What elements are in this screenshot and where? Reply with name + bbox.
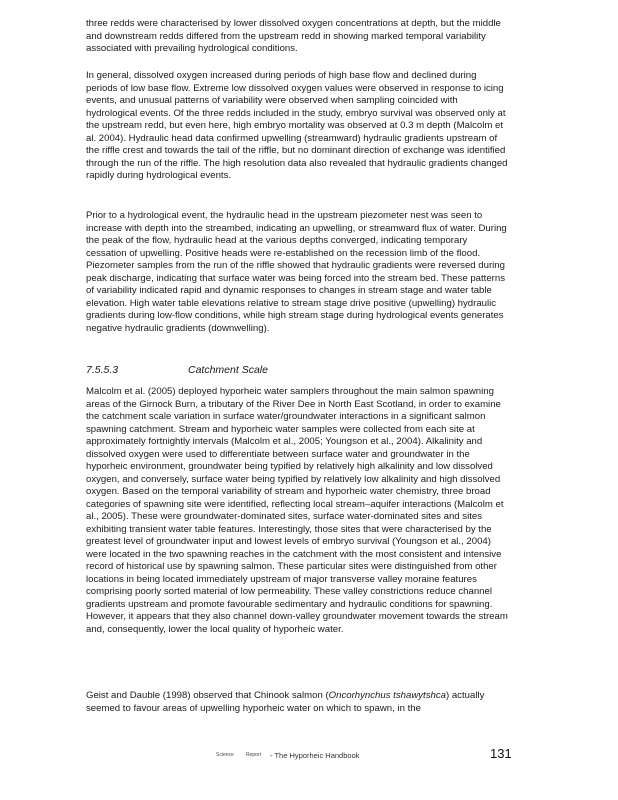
section-number: 7.5.5.3 xyxy=(86,364,119,376)
paragraph-chinook-salmon xyxy=(86,690,510,715)
footer-label-report: Report xyxy=(246,752,262,758)
paragraph-dissolved-oxygen: In general, dissolved oxygen increased during periods of high base flow and declined during periods of low base flow. Extreme low dissolved oxygen values were observed in response to icing events, and unusual patterns of variability were observed when sampling coincided with hydrological events. Of the three redds included in the study, embryo survival was observed only at the upstream redd, but even here, high embryo mortality was observed at 0.3 m depth (Malcolm et al. 2004). Hydraulic head data confirmed upwelling (streamward) hydraulic gradients upstream of the riffle crest and towards the tail of the riffle, but no dominant direction of exchange was identified through the run of the riffle. The high resolution data also revealed that hydraulic gradients changed rapidly during hydrological events. xyxy=(86,70,508,181)
paragraph-catchment-scale: Malcolm et al. (2005) deployed hyporheic water samplers throughout the main salmon spawning areas of the Girnock Burn, a tributary of the River Dee in North East Scotland, in order to examine the catchment scale variation in surface water/groundwater interactions in a significant salmon spawning catchment. Stream and hyporheic water samples were collected from each site at approximately fortnightly intervals (Malcolm et al., 2005; Youngson et al., 2004). Alkalinity and dissolved oxygen were used to differentiate between surface water and groundwater in the hyporheic environment, groundwater being typified by relatively high alkalinity and low dissolved oxygen, and conversely, surface water being typified by relatively low alkalinity and high dissolved oxygen. Based on the temporal variability of stream and hyporheic water chemistry, three broad categories of spawning site were identified, reflecting local stream–aquifer interactions (Malcolm et al., 2005). These were groundwater-dominated sites, surface water-dominated sites and sites exhibiting transient water table features. Interestingly, those sites that were characterised by the greatest level of groundwater input and lowest levels of embryo survival (Youngson et al., 2004) were located in the two spawning reaches in the catchment with the most consistent and intensive record of historical use by spawning salmon. These particular sites were distinguished from other locations in being located immediately upstream of major transverse valley moraine features comprising poorly sorted material of low permeability. These valley constrictions reduce channel gradients upstream and promote favourable sedimentary and hydraulic conditions for spawning. However, it appears that they also channel down-valley groundwater movement towards the stream and, consequently, lower the local quality of hyporheic water. xyxy=(86,386,508,635)
section-heading xyxy=(86,364,510,376)
footer-title: - The Hyporheic Handbook xyxy=(270,751,360,760)
page-footer xyxy=(0,748,618,764)
species-name: Oncorhynchus tshawytshca xyxy=(328,690,446,701)
paragraph-hydraulic-head: Prior to a hydrological event, the hydraulic head in the upstream piezometer nest was seen to increase with depth into the streambed, indicating an upwelling, or streamward flux of water. During the peak of the flow, hydraulic head at the various depths converged, indicating temporary cessation of upwelling. Positive heads were re-established on the recession limb of the flood. Piezometer samples from the run of the riffle showed that hydraulic gradients were reversed during peak discharge, indicating that surface water was being forced into the stream bed. These patterns of variability indicated rapid and dynamic responses to changes in stream stage and water table elevation. High water table elevations relative to stream stage drive positive (upwelling) hydraulic gradients during low-flow conditions, while high stream stage during hydrological events generates negative hydraulic gradients (downwelling). xyxy=(86,210,507,334)
footer-label-science: Science xyxy=(216,752,234,758)
paragraph-text-end: ) actually seemed to favour areas of upwelling hyporheic water on which to spawn, in the xyxy=(86,690,485,714)
paragraph-text-start: Geist and Dauble (1998) observed that Chinook salmon ( xyxy=(86,690,329,701)
section-title: Catchment Scale xyxy=(188,364,268,376)
page-number: 131 xyxy=(490,746,512,761)
paragraph-redds-summary: three redds were characterised by lower dissolved oxygen concentrations at depth, but the middle and downstream redds differed from the upstream redd in showing marked temporal variability associated with prevailing hydrological conditions. xyxy=(86,18,501,54)
